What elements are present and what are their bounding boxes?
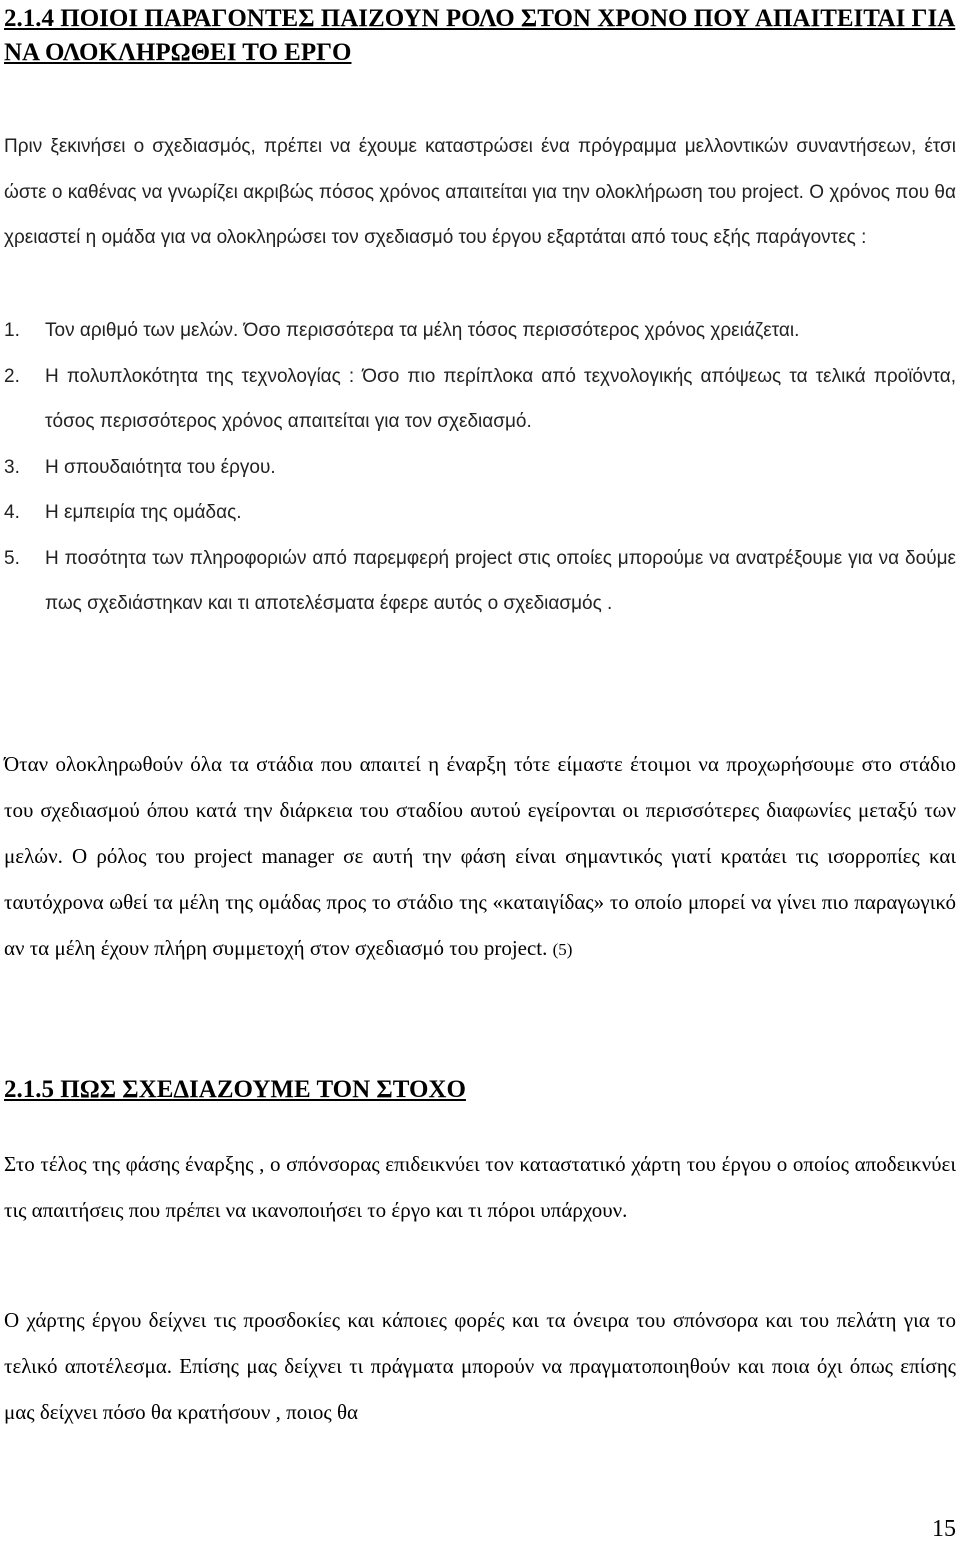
factors-list <box>4 308 956 627</box>
list-item-number: 3. <box>4 456 20 478</box>
page-number: 15 <box>932 1516 956 1542</box>
closing-paragraph-text: Όταν ολοκληρωθούν όλα τα στάδια που απαιτεί η έναρξη τότε είμαστε έτοιμοι να προχωρήσουμε στο στάδιο του σχεδιασμού όπου κατά την διάρκεια του σταδίου αυτού εγείρονται οι περισσότερες διαφωνίες μεταξύ των μελών. Ο ρόλος του project manager σε αυτή την φάση είναι σημαντικός γιατί κρατάει τις ισορροπίες και ταυτόχρονα ωθεί τα μέλη της ομάδας προς το στάδιο της «καταιγίδας» το οποίο μπορεί να γίνει πιο παραγωγικό αν τα μέλη έχουν πλήρη συμμετοχή στον σχεδιασμό του project. <box>4 752 956 960</box>
intro-paragraph: Πριν ξεκινήσει ο σχεδιασμός, πρέπει να έχουμε καταστρώσει ένα πρόγραμμα μελλοντικών συναντήσεων, έτσι ώστε ο καθένας να γνωρίζει ακριβώς πόσος χρόνος απαιτείται για την ολοκλήρωση του project. Ο χρόνος που θα χρειαστεί η ομάδα για να ολοκληρώσει τον σχεδιασμό του έργου εξαρτάται από τους εξής παράγοντες : <box>4 136 956 248</box>
list-item-text: Η εμπειρία της ομάδας. <box>45 502 242 523</box>
list-item-number: 2. <box>4 365 20 387</box>
list-item-number: 4. <box>4 502 20 523</box>
list-item-text: Τον αριθμό των μελών. Όσο περισσότερα τα μέλη τόσος περισσότερος χρόνος χρειάζεται. <box>45 320 800 341</box>
list-item <box>4 354 956 445</box>
list-item-text: Η σπουδαιότητα του έργου. <box>45 456 276 478</box>
list-item-text: Η ποσότητα των πληροφοριών από παρεμφερή project στις οποίες μπορούμε να ανατρέξουμε για να δούμε πως σχεδιάστηκαν και τι αποτελέσματα έφερε αυτός ο σχεδιασμός . <box>45 547 956 614</box>
charter-paragraph: Στο τέλος της φάσης έναρξης , ο σπόνσορας επιδεικνύει τον καταστατικό χάρτη του έργου ο οποίος αποδεικνύει τις απαιτήσεις που πρέπει να ικανοποιήσει το έργο και τι πόροι υπάρχουν. <box>4 1152 956 1222</box>
closing-paragraph <box>4 741 956 973</box>
list-item <box>4 490 956 536</box>
citation-reference: (5) <box>552 940 573 959</box>
section-heading-2-1-5: 2.1.5 ΠΩΣ ΣΧΕΔΙΑΖΟΥΜΕ ΤΟΝ ΣΤΟΧΟ <box>4 1076 466 1103</box>
list-item-number: 5. <box>4 547 20 569</box>
list-item <box>4 445 956 491</box>
section-heading-2-1-4: 2.1.4 ΠΟΙΟΙ ΠΑΡΑΓΟΝΤΕΣ ΠΑΙΖΟΥΝ ΡΟΛΟ ΣΤΟΝ ΧΡΟΝΟ ΠΟΥ ΑΠΑΙΤΕΙΤΑΙ ΓΙΑ ΝΑ ΟΛΟΚΛΗΡΩΘΕΙ ΤΟ ΕΡΓΟ <box>4 5 956 66</box>
list-item <box>4 308 956 354</box>
list-item-text: Η πολυπλοκότητα της τεχνολογίας : Όσο πιο περίπλοκα από τεχνολογικής απόψεως τα τελικά προϊόντα, τόσος περισσότερος χρόνος απαιτείται για τον σχεδιασμό. <box>45 365 956 432</box>
project-map-paragraph: Ο χάρτης έργου δείχνει τις προσδοκίες και κάποιες φορές και τα όνειρα του σπόνσορα και του πελάτη για το τελικό αποτέλεσμα. Επίσης μας δείχνει τι πράγματα μπορούν να πραγματοποιηθούν και ποια όχι όπως επίσης μας δείχνει πόσο θα κρατήσουν , ποιος θα <box>4 1308 956 1424</box>
list-item <box>4 536 956 627</box>
list-item-number: 1. <box>4 320 20 341</box>
